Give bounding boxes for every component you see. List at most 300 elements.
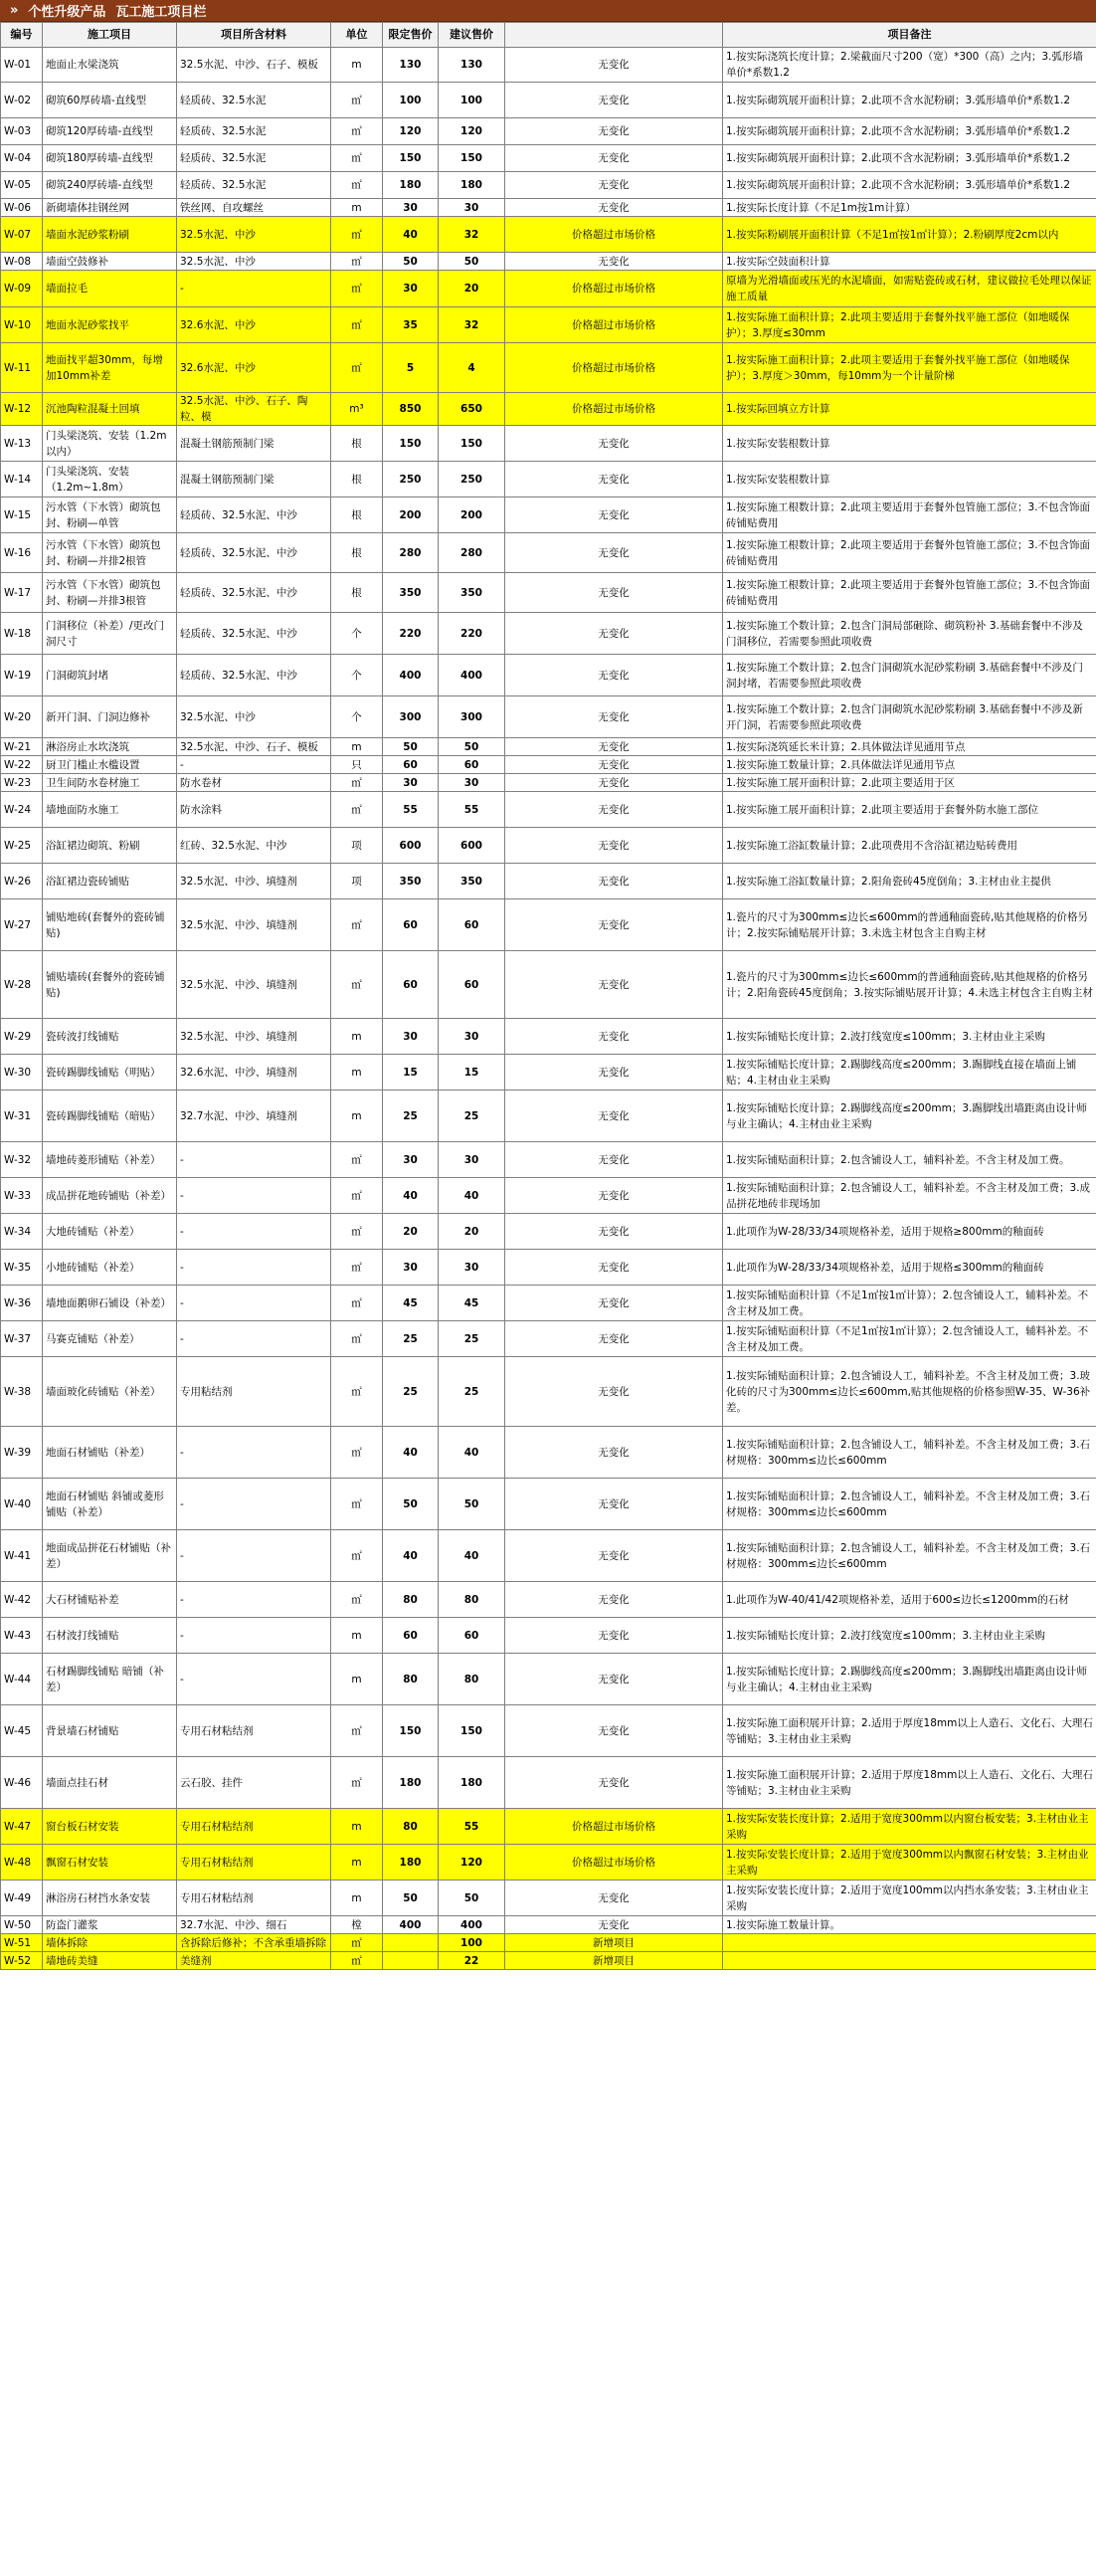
cell-unit: 项 (331, 864, 383, 899)
cell-suggest-price: 200 (439, 497, 505, 533)
table-row (1, 738, 1096, 756)
cell-limit-price: 20 (383, 1214, 439, 1250)
cell-name: 地面找平超30mm，每增加10mm补差 (43, 343, 177, 393)
cell-suggest-price: 55 (439, 792, 505, 828)
cell-unit: 项 (331, 828, 383, 864)
cell-unit: 根 (331, 462, 383, 497)
cell-material: 云石胶、挂件 (177, 1757, 331, 1809)
table-row (1, 774, 1096, 792)
title-section: 瓦工施工项目栏 (115, 5, 207, 20)
cell-name: 沉池陶粒混凝土回填 (43, 393, 177, 426)
cell-name: 墙面拉毛 (43, 271, 177, 307)
cell-material: 混凝土钢筋预制门梁 (177, 426, 331, 462)
cell-name: 墙面空鼓修补 (43, 253, 177, 271)
cell-id: W-01 (1, 48, 43, 83)
cell-change: 无变化 (505, 172, 723, 199)
table-row (1, 1321, 1096, 1357)
cell-change: 无变化 (505, 1178, 723, 1214)
cell-unit: ㎡ (331, 1321, 383, 1357)
cell-suggest-price: 300 (439, 696, 505, 738)
cell-note: 1.按实际铺贴长度计算；2.踢脚线高度≤200mm；3.踢脚线出墙距离由设计师与业主确认；4.主材由业主采购 (723, 1654, 1096, 1705)
cell-change: 无变化 (505, 1479, 723, 1530)
cell-material: 专用石材粘结剂 (177, 1705, 331, 1757)
header-row (1, 23, 1096, 48)
cell-change: 价格超过市场价格 (505, 393, 723, 426)
cell-material: - (177, 1250, 331, 1286)
table-row (1, 573, 1096, 613)
cell-suggest-price: 180 (439, 172, 505, 199)
cell-unit: ㎡ (331, 1479, 383, 1530)
cell-unit: ㎡ (331, 1178, 383, 1214)
table-row (1, 1618, 1096, 1654)
cell-limit-price: 5 (383, 343, 439, 393)
cell-suggest-price: 130 (439, 48, 505, 83)
cell-suggest-price: 180 (439, 1757, 505, 1809)
cell-change: 无变化 (505, 199, 723, 217)
cell-id: W-48 (1, 1845, 43, 1881)
cell-material: 32.5水泥、中沙、石子、模板 (177, 48, 331, 83)
cell-name: 墙地砖菱形铺贴（补差） (43, 1142, 177, 1178)
cell-change: 无变化 (505, 613, 723, 655)
table-row (1, 756, 1096, 774)
cell-unit: m (331, 1618, 383, 1654)
cell-suggest-price: 280 (439, 533, 505, 573)
cell-unit: m (331, 1055, 383, 1090)
cell-suggest-price: 650 (439, 393, 505, 426)
cell-suggest-price: 80 (439, 1582, 505, 1618)
table-row (1, 1357, 1096, 1427)
cell-limit-price: 80 (383, 1654, 439, 1705)
cell-limit-price: 60 (383, 756, 439, 774)
cell-unit: m (331, 1845, 383, 1881)
cell-name: 石材踢脚线铺贴 暗铺（补差） (43, 1654, 177, 1705)
cell-name: 防盗门灌浆 (43, 1916, 177, 1934)
cell-unit: ㎡ (331, 899, 383, 951)
cell-note: 1.按实际铺贴面积计算；2.包含铺设人工，辅料补差。不含主材及加工费；3.石材规格：300mm≤边长≤600mm (723, 1479, 1096, 1530)
cell-name: 门洞移位（补差）/更改门洞尺寸 (43, 613, 177, 655)
cell-name: 铺贴墙砖(套餐外的瓷砖铺贴) (43, 951, 177, 1019)
cell-suggest-price: 50 (439, 1479, 505, 1530)
cell-limit-price: 150 (383, 145, 439, 172)
cell-material: 含拆除后修补；不含承重墙拆除 (177, 1934, 331, 1952)
cell-limit-price: 50 (383, 1881, 439, 1916)
cell-suggest-price: 150 (439, 145, 505, 172)
cell-id: W-22 (1, 756, 43, 774)
cell-unit: 个 (331, 613, 383, 655)
cell-id: W-15 (1, 497, 43, 533)
table-row (1, 1916, 1096, 1934)
cell-id: W-25 (1, 828, 43, 864)
cell-material: 32.6水泥、中沙 (177, 307, 331, 343)
cell-suggest-price: 350 (439, 864, 505, 899)
cell-id: W-16 (1, 533, 43, 573)
cell-limit-price: 400 (383, 655, 439, 696)
cell-limit-price (383, 1934, 439, 1952)
cell-unit: ㎡ (331, 118, 383, 145)
cell-unit: ㎡ (331, 217, 383, 253)
cell-id: W-14 (1, 462, 43, 497)
table-row (1, 792, 1096, 828)
table-row (1, 1090, 1096, 1142)
cell-material: 混凝土钢筋预制门梁 (177, 462, 331, 497)
cell-suggest-price: 120 (439, 118, 505, 145)
cell-id: W-06 (1, 199, 43, 217)
cell-note: 1.按实际铺贴面积计算；2.包含铺设人工，辅料补差。不含主材及加工费；3.石材规格：300mm≤边长≤600mm (723, 1427, 1096, 1479)
cell-name: 墙地砖美缝 (43, 1952, 177, 1970)
cell-note: 1.按实际砌筑展开面积计算；2.此项不含水泥粉刷；3.弧形墙单价*系数1.2 (723, 145, 1096, 172)
cell-suggest-price: 45 (439, 1286, 505, 1321)
cell-name: 墙体拆除 (43, 1934, 177, 1952)
cell-limit-price: 25 (383, 1321, 439, 1357)
cell-id: W-10 (1, 307, 43, 343)
header-id: 编号 (1, 23, 43, 48)
cell-change: 新增项目 (505, 1934, 723, 1952)
cell-unit: ㎡ (331, 1142, 383, 1178)
cell-unit: 只 (331, 756, 383, 774)
cell-id: W-29 (1, 1019, 43, 1055)
cell-unit: m (331, 738, 383, 756)
cell-id: W-45 (1, 1705, 43, 1757)
cell-change: 无变化 (505, 899, 723, 951)
cell-limit-price: 35 (383, 307, 439, 343)
table-row (1, 253, 1096, 271)
cell-suggest-price: 600 (439, 828, 505, 864)
cell-change: 无变化 (505, 1530, 723, 1582)
table-row (1, 951, 1096, 1019)
cell-change: 无变化 (505, 1250, 723, 1286)
cell-limit-price: 25 (383, 1357, 439, 1427)
cell-change: 无变化 (505, 253, 723, 271)
cell-limit-price: 60 (383, 1618, 439, 1654)
cell-suggest-price: 40 (439, 1178, 505, 1214)
title-product: 个性升级产品 (28, 5, 106, 20)
table-row (1, 1142, 1096, 1178)
cell-change: 无变化 (505, 1916, 723, 1934)
cell-material: 铁丝网、自攻螺丝 (177, 199, 331, 217)
cell-change: 无变化 (505, 1654, 723, 1705)
cell-unit: ㎡ (331, 1357, 383, 1427)
cell-suggest-price: 100 (439, 83, 505, 118)
cell-limit-price: 350 (383, 864, 439, 899)
cell-limit-price: 300 (383, 696, 439, 738)
cell-suggest-price: 30 (439, 1142, 505, 1178)
cell-suggest-price: 220 (439, 613, 505, 655)
table-row (1, 1952, 1096, 1970)
cell-id: W-27 (1, 899, 43, 951)
cell-change: 无变化 (505, 1427, 723, 1479)
cell-id: W-51 (1, 1934, 43, 1952)
cell-material: - (177, 756, 331, 774)
cell-name: 铺贴地砖(套餐外的瓷砖铺贴) (43, 899, 177, 951)
cell-change: 无变化 (505, 1090, 723, 1142)
cell-suggest-price: 50 (439, 1881, 505, 1916)
cell-name: 墙面玻化砖铺贴（补差） (43, 1357, 177, 1427)
cell-material: 轻质砖、32.5水泥、中沙 (177, 613, 331, 655)
cell-note: 1.按实际施工根数计算；2.此项主要适用于套餐外包管施工部位；3.不包含饰面砖铺贴费用 (723, 533, 1096, 573)
cell-unit: ㎡ (331, 271, 383, 307)
cell-material: 美缝剂 (177, 1952, 331, 1970)
cell-note: 1.按实际施工根数计算；2.此项主要适用于套餐外包管施工部位；3.不包含饰面砖铺贴费用 (723, 573, 1096, 613)
cell-note: 1.按实际长度计算（不足1m按1m计算） (723, 199, 1096, 217)
cell-unit: ㎡ (331, 1705, 383, 1757)
cell-name: 新砌墙体挂钢丝网 (43, 199, 177, 217)
cell-note: 1.按实际浇筑长度计算；2.梁截面尺寸200（宽）*300（高）之内；3.弧形墙单价*系数1.2 (723, 48, 1096, 83)
cell-limit-price: 40 (383, 1427, 439, 1479)
cell-name: 地面水泥砂浆找平 (43, 307, 177, 343)
cell-change: 价格超过市场价格 (505, 217, 723, 253)
cell-name: 污水管（下水管）砌筑包封、粉刷—并排2根管 (43, 533, 177, 573)
cell-note: 1.按实际安装根数计算 (723, 462, 1096, 497)
cell-name: 砌筑180厚砖墙-直线型 (43, 145, 177, 172)
cell-name: 墙地面防水施工 (43, 792, 177, 828)
table-row (1, 828, 1096, 864)
cell-suggest-price: 15 (439, 1055, 505, 1090)
cell-limit-price: 30 (383, 1019, 439, 1055)
cell-id: W-18 (1, 613, 43, 655)
cell-suggest-price: 55 (439, 1809, 505, 1845)
cell-id: W-23 (1, 774, 43, 792)
cell-unit: ㎡ (331, 1934, 383, 1952)
table-row (1, 1250, 1096, 1286)
cell-material: - (177, 1530, 331, 1582)
cell-material: 32.5水泥、中沙、石子、陶粒、模 (177, 393, 331, 426)
table-row (1, 1019, 1096, 1055)
cell-id: W-28 (1, 951, 43, 1019)
cell-material: 轻质砖、32.5水泥 (177, 145, 331, 172)
cell-material: - (177, 1479, 331, 1530)
cell-change: 价格超过市场价格 (505, 343, 723, 393)
cell-material: 轻质砖、32.5水泥、中沙 (177, 497, 331, 533)
cell-suggest-price: 120 (439, 1845, 505, 1881)
cell-suggest-price: 400 (439, 1916, 505, 1934)
header-note: 项目备注 (723, 23, 1096, 48)
cell-id: W-50 (1, 1916, 43, 1934)
cell-id: W-17 (1, 573, 43, 613)
cell-change: 无变化 (505, 1357, 723, 1427)
title-marker: » (10, 3, 19, 18)
cell-note: 1.按实际施工个数计算；2.包含门洞局部砸除、砌筑粉补 3.基础套餐中不涉及门洞移位，若需要参照此项收费 (723, 613, 1096, 655)
cell-material: 32.5水泥、中沙、填缝剂 (177, 951, 331, 1019)
cell-note: 1.按实际施工数量计算。 (723, 1916, 1096, 1934)
cell-name: 墙面点挂石材 (43, 1757, 177, 1809)
cell-unit: 根 (331, 533, 383, 573)
cell-material: 32.7水泥、中沙、细石 (177, 1916, 331, 1934)
section-title-bar (0, 0, 1096, 22)
cell-name: 背景墙石材铺贴 (43, 1705, 177, 1757)
cell-material: 32.6水泥、中沙、填缝剂 (177, 1055, 331, 1090)
cell-name: 地面石材铺贴（补差） (43, 1427, 177, 1479)
cell-limit-price: 400 (383, 1916, 439, 1934)
cell-change: 无变化 (505, 1286, 723, 1321)
cell-material: - (177, 1321, 331, 1357)
table-row (1, 145, 1096, 172)
cell-change: 无变化 (505, 533, 723, 573)
table-row (1, 864, 1096, 899)
cell-note: 1.按实际施工面积展开计算；2.适用于厚度18mm以上人造石、文化石、大理石等铺贴；3.主材由业主采购 (723, 1757, 1096, 1809)
cell-id: W-31 (1, 1090, 43, 1142)
cell-unit: 根 (331, 573, 383, 613)
table-row (1, 393, 1096, 426)
cell-unit: m (331, 48, 383, 83)
cell-limit-price: 25 (383, 1090, 439, 1142)
cell-material: 专用石材粘结剂 (177, 1809, 331, 1845)
cell-material: 32.5水泥、中沙、填缝剂 (177, 864, 331, 899)
cell-limit-price: 15 (383, 1055, 439, 1090)
cell-limit-price: 80 (383, 1582, 439, 1618)
cell-id: W-32 (1, 1142, 43, 1178)
cell-note: 1.按实际施工展开面积计算；2.此项主要适用于套餐外防水施工部位 (723, 792, 1096, 828)
cell-unit: ㎡ (331, 343, 383, 393)
cell-suggest-price: 30 (439, 774, 505, 792)
cell-name: 浴缸裙边瓷砖铺贴 (43, 864, 177, 899)
cell-material: 防水涂料 (177, 792, 331, 828)
cell-id: W-35 (1, 1250, 43, 1286)
cell-note: 1.按实际安装根数计算 (723, 426, 1096, 462)
cell-note: 1.按实际施工浴缸数量计算；2.此项费用不含浴缸裙边贴砖费用 (723, 828, 1096, 864)
cell-note: 1.按实际回填立方计算 (723, 393, 1096, 426)
cell-material: 轻质砖、32.5水泥 (177, 118, 331, 145)
cell-material: - (177, 1214, 331, 1250)
cell-change: 无变化 (505, 1055, 723, 1090)
cell-limit-price: 50 (383, 253, 439, 271)
cell-limit-price: 60 (383, 951, 439, 1019)
cell-note: 1.瓷片的尺寸为300mm≤边长≤600mm的普通釉面瓷砖,贴其他规格的价格另计；2.按实际铺贴展开计算；3.未选主材包含主自购主材 (723, 899, 1096, 951)
cell-change: 无变化 (505, 462, 723, 497)
cell-change: 无变化 (505, 1881, 723, 1916)
cell-name: 门头梁浇筑、安装（1.2m以内） (43, 426, 177, 462)
cell-limit-price: 350 (383, 573, 439, 613)
cell-note: 1.按实际施工展开面积计算；2.此项主要适用于区 (723, 774, 1096, 792)
table-row (1, 271, 1096, 307)
cell-limit-price: 180 (383, 1845, 439, 1881)
cell-note: 1.此项作为W-40/41/42项规格补差，适用于600≤边长≤1200mm的石材 (723, 1582, 1096, 1618)
table-row (1, 199, 1096, 217)
cell-id: W-49 (1, 1881, 43, 1916)
cell-material: 轻质砖、32.5水泥 (177, 172, 331, 199)
cell-note (723, 1952, 1096, 1970)
table-row (1, 1934, 1096, 1952)
cell-unit: m (331, 1090, 383, 1142)
cell-change: 无变化 (505, 1757, 723, 1809)
cell-material: - (177, 1582, 331, 1618)
cell-note: 1.按实际铺贴面积计算；2.包含铺设人工，辅料补差。不含主材及加工费；3.玻化砖的尺寸为300mm≤边长≤600mm,贴其他规格的价格参照W-35、W-36补差。 (723, 1357, 1096, 1427)
table-body (1, 48, 1096, 1970)
cell-note: 1.按实际施工根数计算；2.此项主要适用于套餐外包管施工部位；3.不包含饰面砖铺贴费用 (723, 497, 1096, 533)
cell-name: 厨卫门槛止水槛设置 (43, 756, 177, 774)
cell-material: 轻质砖、32.5水泥、中沙 (177, 655, 331, 696)
cell-change: 无变化 (505, 118, 723, 145)
cell-change: 无变化 (505, 864, 723, 899)
table-row (1, 1845, 1096, 1881)
cell-limit-price: 180 (383, 1757, 439, 1809)
cell-note: 原墙为光滑墙面或压光的水泥墙面，如需贴瓷砖或石材，建议做拉毛处理以保证施工质量 (723, 271, 1096, 307)
cell-id: W-19 (1, 655, 43, 696)
cell-unit: ㎡ (331, 145, 383, 172)
price-table (0, 22, 1096, 1970)
cell-note: 1.按实际施工个数计算；2.包含门洞砌筑水泥砂浆粉刷 3.基础套餐中不涉及新开门洞，若需要参照此项收费 (723, 696, 1096, 738)
cell-limit-price: 150 (383, 1705, 439, 1757)
cell-id: W-24 (1, 792, 43, 828)
cell-limit-price (383, 1952, 439, 1970)
cell-limit-price: 600 (383, 828, 439, 864)
cell-change: 无变化 (505, 1582, 723, 1618)
cell-name: 大石材铺贴补差 (43, 1582, 177, 1618)
cell-suggest-price: 4 (439, 343, 505, 393)
table-row (1, 307, 1096, 343)
cell-suggest-price: 30 (439, 1250, 505, 1286)
cell-unit: ㎡ (331, 1214, 383, 1250)
cell-id: W-13 (1, 426, 43, 462)
cell-id: W-30 (1, 1055, 43, 1090)
cell-limit-price: 50 (383, 738, 439, 756)
table-row (1, 1757, 1096, 1809)
cell-limit-price: 850 (383, 393, 439, 426)
cell-limit-price: 100 (383, 83, 439, 118)
cell-unit: m (331, 1019, 383, 1055)
table-row (1, 1654, 1096, 1705)
cell-id: W-38 (1, 1357, 43, 1427)
table-row (1, 497, 1096, 533)
cell-unit: 根 (331, 426, 383, 462)
cell-limit-price: 80 (383, 1809, 439, 1845)
cell-limit-price: 150 (383, 426, 439, 462)
cell-id: W-34 (1, 1214, 43, 1250)
cell-name: 墙地面鹅卵石铺设（补差） (43, 1286, 177, 1321)
cell-name: 砌筑120厚砖墙-直线型 (43, 118, 177, 145)
cell-name: 浴缸裙边砌筑、粉刷 (43, 828, 177, 864)
cell-id: W-07 (1, 217, 43, 253)
cell-change: 价格超过市场价格 (505, 1845, 723, 1881)
cell-id: W-02 (1, 83, 43, 118)
table-row (1, 1178, 1096, 1214)
header-name: 施工项目 (43, 23, 177, 48)
table-row (1, 462, 1096, 497)
cell-id: W-11 (1, 343, 43, 393)
cell-note: 1.按实际砌筑展开面积计算；2.此项不含水泥粉刷；3.弧形墙单价*系数1.2 (723, 172, 1096, 199)
cell-limit-price: 200 (383, 497, 439, 533)
cell-limit-price: 50 (383, 1479, 439, 1530)
header-change (505, 23, 723, 48)
cell-limit-price: 120 (383, 118, 439, 145)
cell-change: 无变化 (505, 655, 723, 696)
cell-limit-price: 30 (383, 1142, 439, 1178)
cell-limit-price: 30 (383, 1250, 439, 1286)
cell-limit-price: 220 (383, 613, 439, 655)
cell-name: 地面止水梁浇筑 (43, 48, 177, 83)
cell-suggest-price: 150 (439, 1705, 505, 1757)
cell-name: 砌筑60厚砖墙-直线型 (43, 83, 177, 118)
cell-id: W-40 (1, 1479, 43, 1530)
cell-unit: 樘 (331, 1916, 383, 1934)
cell-change: 无变化 (505, 145, 723, 172)
cell-material: 专用石材粘结剂 (177, 1881, 331, 1916)
cell-suggest-price: 25 (439, 1321, 505, 1357)
cell-suggest-price: 40 (439, 1530, 505, 1582)
cell-suggest-price: 80 (439, 1654, 505, 1705)
cell-material: - (177, 1654, 331, 1705)
cell-name: 卫生间防水卷材施工 (43, 774, 177, 792)
cell-change: 价格超过市场价格 (505, 307, 723, 343)
cell-suggest-price: 50 (439, 738, 505, 756)
cell-note: 1.按实际安装长度计算；2.适用于宽度300mm以内窗台板安装；3.主材由业主采购 (723, 1809, 1096, 1845)
cell-name: 砌筑240厚砖墙-直线型 (43, 172, 177, 199)
cell-suggest-price: 60 (439, 1618, 505, 1654)
cell-name: 瓷砖踢脚线铺贴（暗贴） (43, 1090, 177, 1142)
cell-change: 无变化 (505, 696, 723, 738)
cell-material: 防水卷材 (177, 774, 331, 792)
cell-name: 污水管（下水管）砌筑包封、粉刷—并排3根管 (43, 573, 177, 613)
table-row (1, 118, 1096, 145)
